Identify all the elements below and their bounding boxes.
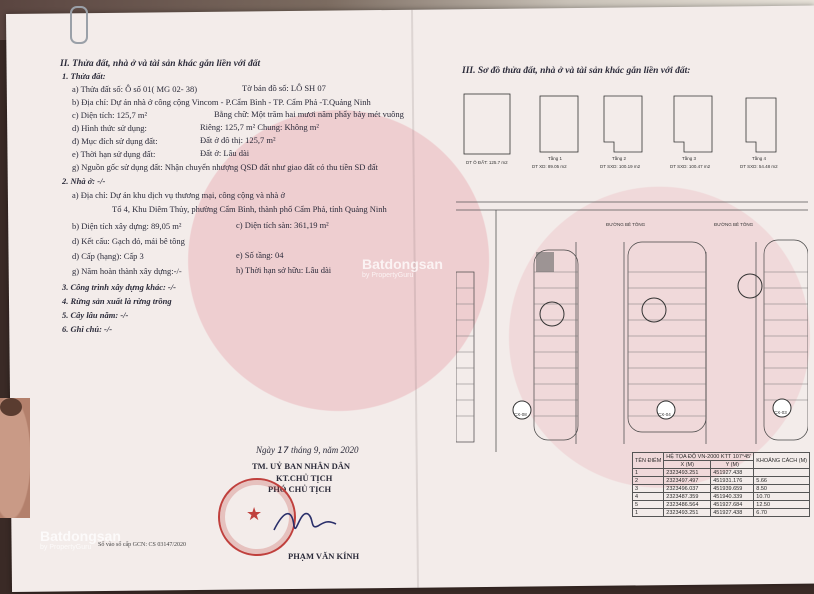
watermark-center [362, 256, 443, 279]
table-cell: 10.70 [754, 493, 810, 501]
floor-4-area: DT SXD: 54.48 m2 [740, 164, 778, 169]
table-cell: 2323496.037 [664, 485, 711, 493]
house-g: g) Năm hoàn thành xây dựng:-/- [72, 266, 182, 276]
table-cell: 451940.339 [711, 493, 754, 501]
floor-4-outline [746, 98, 776, 152]
table-cell: 451927.684 [711, 501, 754, 509]
table-row [633, 469, 810, 477]
table-cell: 5 [633, 501, 664, 509]
org-title: TM. UỶ BAN NHÂN DÂN [252, 461, 350, 471]
table-cell: 4 [633, 493, 664, 501]
block-label-1: CX-08 [514, 412, 527, 417]
floor-labels [466, 156, 787, 417]
table-cell: 2323487.359 [664, 493, 711, 501]
table-cell: 2 [633, 477, 664, 485]
floor-3-area: DT SXD: 100.47 m2 [670, 164, 711, 169]
table-cell: 2323493.251 [664, 509, 711, 517]
coordinate-table [632, 452, 810, 517]
col-y: Y (M) [711, 461, 754, 469]
block-label-3: CX-03 [774, 410, 787, 415]
floor-2-label: Tầng 2 [612, 156, 627, 161]
table-row [633, 509, 810, 517]
vice-title: PHÓ CHỦ TỊCH [268, 484, 332, 494]
date-prefix: Ngày [256, 445, 275, 455]
house-d: d) Kết cấu: Gạch đỏ, mái bê tông [72, 236, 185, 246]
roads [456, 202, 808, 452]
land-title: 1. Thửa đất: [62, 71, 106, 81]
kt-title: KT.CHỦ TỊCH [276, 473, 333, 483]
section-4: 4. Rừng sản xuất là rừng trồng [62, 296, 172, 306]
land-c: c) Diện tích: 125,7 m² [72, 110, 148, 120]
watermark-brand: Batdongsan [362, 256, 443, 272]
star-icon: ★ [246, 504, 263, 524]
lot-lines [456, 272, 808, 416]
house-e: d) Cấp (hạng): Cấp 3 [72, 251, 144, 261]
section-iii-title: III. Sơ đồ thửa đất, nhà ở và tài sản khác gắn liền với đất: [462, 66, 691, 76]
table-cell: 451927.438 [711, 469, 754, 477]
plot-area-label: DT Ô ĐẤT: 125.7 m2 [466, 160, 508, 165]
table-cell: 451931.176 [711, 477, 754, 485]
land-d: d) Hình thức sử dụng: [72, 123, 147, 133]
floor-3-outline [674, 96, 712, 152]
watermark-by-2: by PropertyGuru [40, 544, 92, 551]
floor-4-label: Tầng 4 [752, 156, 767, 161]
table-cell: 5.66 [754, 477, 810, 485]
finger [0, 398, 30, 518]
land-f: e) Thời hạn sử dụng đất: [72, 149, 156, 159]
land-a2: Tờ bản đồ số: LÔ SH 07 [242, 83, 326, 93]
house-e2: e) Số tầng: 04 [236, 250, 284, 260]
table-cell: 8.50 [754, 485, 810, 493]
road-label-2: ĐƯỜNG BÊ TÔNG [714, 222, 754, 227]
table-row [633, 485, 810, 493]
date-year: năm 2020 [322, 445, 359, 455]
floor-1-area: DT XD: 89.05 m2 [532, 164, 567, 169]
house-b2: c) Diện tích sàn: 361,19 m² [236, 220, 329, 230]
house-title: 2. Nhà ở: -/- [62, 176, 106, 186]
fingernail [0, 398, 22, 416]
land-d2: Riêng: 125,7 m² Chung: Không m² [200, 122, 319, 132]
land-c2: Bằng chữ: Một trăm hai mươi năm phẩy bảy mét vuông [214, 109, 404, 119]
land-e2: Đất ở đô thị: 125,7 m² [200, 135, 276, 145]
watermark-brand-2: Batdongsan [40, 528, 121, 544]
roundabout-1 [540, 302, 564, 326]
signer-name: PHẠM VĂN KÍNH [288, 551, 360, 561]
table-cell: 12.50 [754, 501, 810, 509]
land-b: b) Địa chỉ: Dự án nhà ở công cộng Vincom - P.Cẩm Bình - TP. Cẩm Phả -T.Quảng Ninh [72, 97, 371, 107]
table-cell: 1 [633, 469, 664, 477]
land-f2: Đất ở: Lâu dài [200, 148, 250, 158]
block-label-2: CX-04 [658, 412, 671, 417]
paper-clip-icon [70, 6, 88, 44]
plot-outline [464, 94, 510, 154]
floor-2-area: DT SXD: 100.19 m2 [600, 164, 641, 169]
land-e: đ) Mục đích sử dụng đất: [72, 136, 158, 146]
house-a: a) Địa chỉ: Dự án khu dịch vụ thương mại, công cộng và nhà ở [72, 190, 285, 200]
table-cell: 3 [633, 485, 664, 493]
watermark-by: by PropertyGuru [362, 272, 414, 279]
house-g2: h) Thời hạn sở hữu: Lâu dài [236, 265, 332, 275]
section-6: 6. Ghi chú: -/- [62, 324, 113, 334]
table-cell [754, 469, 810, 477]
table-row [633, 501, 810, 509]
table-cell: 2323493.251 [664, 469, 711, 477]
section-3: 3. Công trình xây dựng khác: -/- [62, 282, 176, 292]
house-b: b) Diện tích xây dựng: 89,05 m² [72, 221, 182, 231]
table-cell: 2323497.497 [664, 477, 711, 485]
handwritten-signature [270, 500, 340, 540]
page-fold [411, 10, 419, 588]
land-g: g) Nguồn gốc sử dụng đất: Nhận chuyển nhượng QSD đất như giao đất có thu tiền SD đất [72, 162, 378, 172]
roundabout-2 [642, 298, 666, 322]
table-cell: 451939.659 [711, 485, 754, 493]
highlighted-lot [536, 252, 554, 272]
section-5: 5. Cây lâu năm: -/- [62, 310, 129, 320]
table-cell: 2323486.564 [664, 501, 711, 509]
table-cell: 6.70 [754, 509, 810, 517]
floor-3-label: Tầng 3 [682, 156, 697, 161]
table-row [633, 493, 810, 501]
lot-blocks [456, 240, 808, 442]
table-cell: 451927.438 [711, 509, 754, 517]
col-distance: KHOẢNG CÁCH (M) [754, 453, 810, 469]
floor-2-outline [604, 96, 642, 152]
col-point: TÊN ĐIỂM [633, 453, 664, 469]
floor-plans [464, 94, 776, 154]
col-system: HỆ TỌA ĐỘ VN-2000 KTT 107°45' [664, 453, 754, 461]
floor-1-outline [540, 96, 578, 152]
section-ii-title: II. Thửa đất, nhà ở và tài sản khác gắn liền với đất [60, 59, 261, 69]
land-a: a) Thửa đất số: Ô số 01( MG 02- 38) [72, 84, 198, 94]
road-label-1: ĐƯỜNG BÊ TÔNG [606, 222, 646, 227]
date-line: Ngày 17 tháng 9, năm 2020 [256, 445, 359, 456]
floor-1-label: Tầng 1 [548, 156, 563, 161]
watermark-bottom [40, 528, 121, 551]
serial-number: Số vào sổ cấp GCN: CS 03147/2020 [98, 542, 187, 548]
table-cell: 1 [633, 509, 664, 517]
table-row [633, 477, 810, 485]
date-month: 9 [313, 445, 319, 455]
roundabout-3 [738, 274, 762, 298]
date-month-label: tháng [290, 445, 312, 455]
house-a2: Tổ 4, Khu Diêm Thủy, phường Cẩm Bình, thành phố Cẩm Phả, tỉnh Quảng Ninh [112, 204, 387, 214]
date-day: 17 [277, 446, 289, 456]
col-x: X (M) [664, 461, 711, 469]
